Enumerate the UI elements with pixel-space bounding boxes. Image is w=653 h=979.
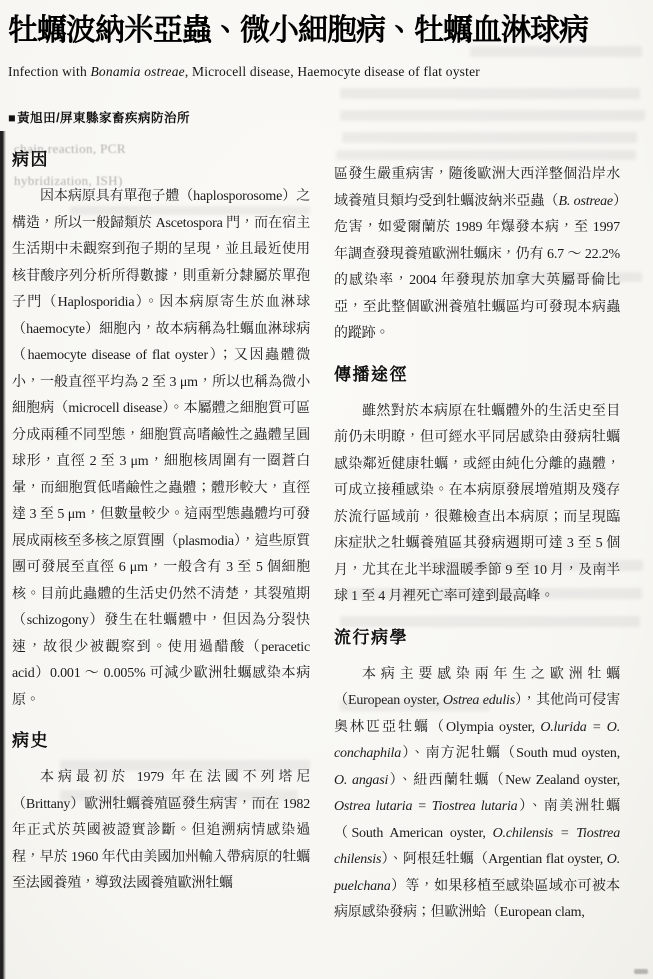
text-run: ）、南方泥牡蠣（South mud oysten,: [401, 746, 620, 761]
author-square-bullet: ■: [8, 111, 17, 125]
author-name: 黃旭田/屏東縣家畜疾病防治所: [17, 111, 191, 125]
text-run: , Microcell disease, Haemocyte disease of flat oyster: [184, 64, 480, 79]
body-paragraph: [334, 162, 620, 348]
body-paragraph: [12, 184, 310, 714]
species-name-italic: O.chilensis = Tiostrea chilensis: [334, 825, 620, 867]
species-name-italic: Bonamia ostreae: [90, 64, 185, 79]
author-line: [8, 108, 645, 126]
species-name-italic: O.lurida = O. conchaphila: [334, 719, 621, 761]
species-name-italic: Ostrea lutaria = Tiostrea lutaria: [334, 799, 518, 814]
text-run: 雖然對於本病原在牡蠣體外的生活史至目前仍未明瞭，但可經水平同居感染由發病牡蠣感染鄰近健康牡蠣，或經由純化分離的蟲體，可成立接種感染。在本病原發展增殖期及殘存於流行區域前，很難檢查出本病原；而呈現臨床症狀之牡蠣養殖區其發病週期可達 3 至 5 個月，尤其在北半球溫暖季節 9 至 10 月，及南半球 1 至 4 月裡死亡率可達到最高峰。: [334, 403, 620, 604]
left-column: [12, 148, 310, 927]
text-run: ）、阿根廷牡蠣（Argentian flat oyster,: [381, 852, 607, 867]
body-paragraph: [12, 765, 310, 898]
page-corner-artifact: [634, 969, 648, 974]
text-run: ），其他尚可侵害奧林匹亞牡蠣（Olympia oyster,: [334, 693, 620, 735]
text-run: 本病主要感染兩年生之歐洲牡蠣（European oyster,: [334, 666, 620, 708]
bleed-through-text: hybridization, ISH): [14, 173, 123, 188]
section-heading: 病因: [12, 150, 49, 169]
text-run: 區發生嚴重病害，隨後歐洲大西洋整個沿岸水域養殖貝類均受到牡蠣波納米亞蟲（: [334, 167, 620, 209]
scan-edge-shadow: [0, 131, 6, 979]
body-paragraph: [334, 662, 620, 927]
section-heading: 傳播途徑: [334, 364, 408, 384]
body-paragraph: [334, 399, 620, 611]
text-run: 因本病原具有單孢子體（haplosporosome）之構造，所以一般歸類於 Ascetospora 門，而在宿主生活期中未觀察到孢子期的呈現，並且最近使用核苷酸序列分析所得數據，則重新分隸屬於單孢子門（Haplosporidia）。因本病原寄生於血淋球（haemocyte）細胞內，故本病稱為牡蠣血淋球病（haemocyte disease of flat oyster）；又因蟲體微小，一般直徑平均為 2 至 3 μm，所以也稱為微小細胞病（microcell disease）。本屬體之細胞質可區分成兩種不同型態，細胞質高嗜鹼性之蟲體呈圓球形，直徑 2 至 3 μm，細胞核周圍有一圈蒼白暈，而細胞質低嗜鹼性之蟲體；體形較大，直徑達 3 至 5 μm，但數量較少。這兩型態蟲體均可發展成兩核至多核之原質團（plasmodia），這些原質團可發展至直徑 6 μm，一般含有 3 至 5 個細胞核。目前此蟲體的生活史仍然不清楚，其裂殖期（schizogony）發生在牡蠣體中，但因為分裂快速，故很少被觀察到。使用過醋酸（peracetic acid）0.001 ～ 0.005% 可減少歐洲牡蠣感染本病原。: [12, 189, 310, 708]
text-run: ）等，如果移植至感染區域亦可被本病原感染發病；但歐洲蛤（European clam,: [334, 878, 620, 920]
species-name-italic: O. puelchana: [334, 852, 620, 894]
text-run: 本病最初於 1979 年在法國不列塔尼（Brittany）歐洲牡蠣養殖區發生病害，而在 1982 年正式於英國被證實診斷。但追溯病情感染過程，早於 1960 年代由美國加州輸入帶病原的牡蠣至法國養殖，導致法國養殖歐洲牡蠣: [12, 770, 310, 891]
species-name-italic: Ostrea edulis: [442, 693, 515, 708]
species-name-italic: B. ostreae: [558, 193, 613, 209]
article-body: [12, 148, 620, 927]
text-run: ）、南美洲牡蠣（South American oyster,: [334, 799, 620, 841]
bleed-through-text: chain reaction, PCR: [14, 141, 126, 156]
right-column: [334, 148, 620, 927]
article-subtitle: [8, 63, 645, 81]
section-heading: 病史: [12, 731, 49, 750]
text-run: Infection with: [8, 64, 91, 79]
section-heading: 流行病學: [334, 627, 408, 647]
text-run: ）危害，如愛爾蘭於 1989 年爆發本病，至 1997 年調查發現養殖歐洲牡蠣床，仍有 6.7 ～ 22.2% 的感染率，2004 年發現於加拿大英屬哥倫比亞，至此整個歐洲養殖牡蠣區均可發現本病蟲的蹤跡。: [334, 193, 620, 341]
text-run: ）、紐西蘭牡蠣（New Zealand oyster,: [388, 772, 620, 788]
bleed-through-artifact: [342, 132, 637, 143]
article-header: [8, 10, 645, 126]
species-name-italic: O. angasi: [334, 772, 389, 788]
article-title: 牡蠣波納米亞蟲、微小細胞病、牡蠣血淋球病: [8, 14, 588, 47]
